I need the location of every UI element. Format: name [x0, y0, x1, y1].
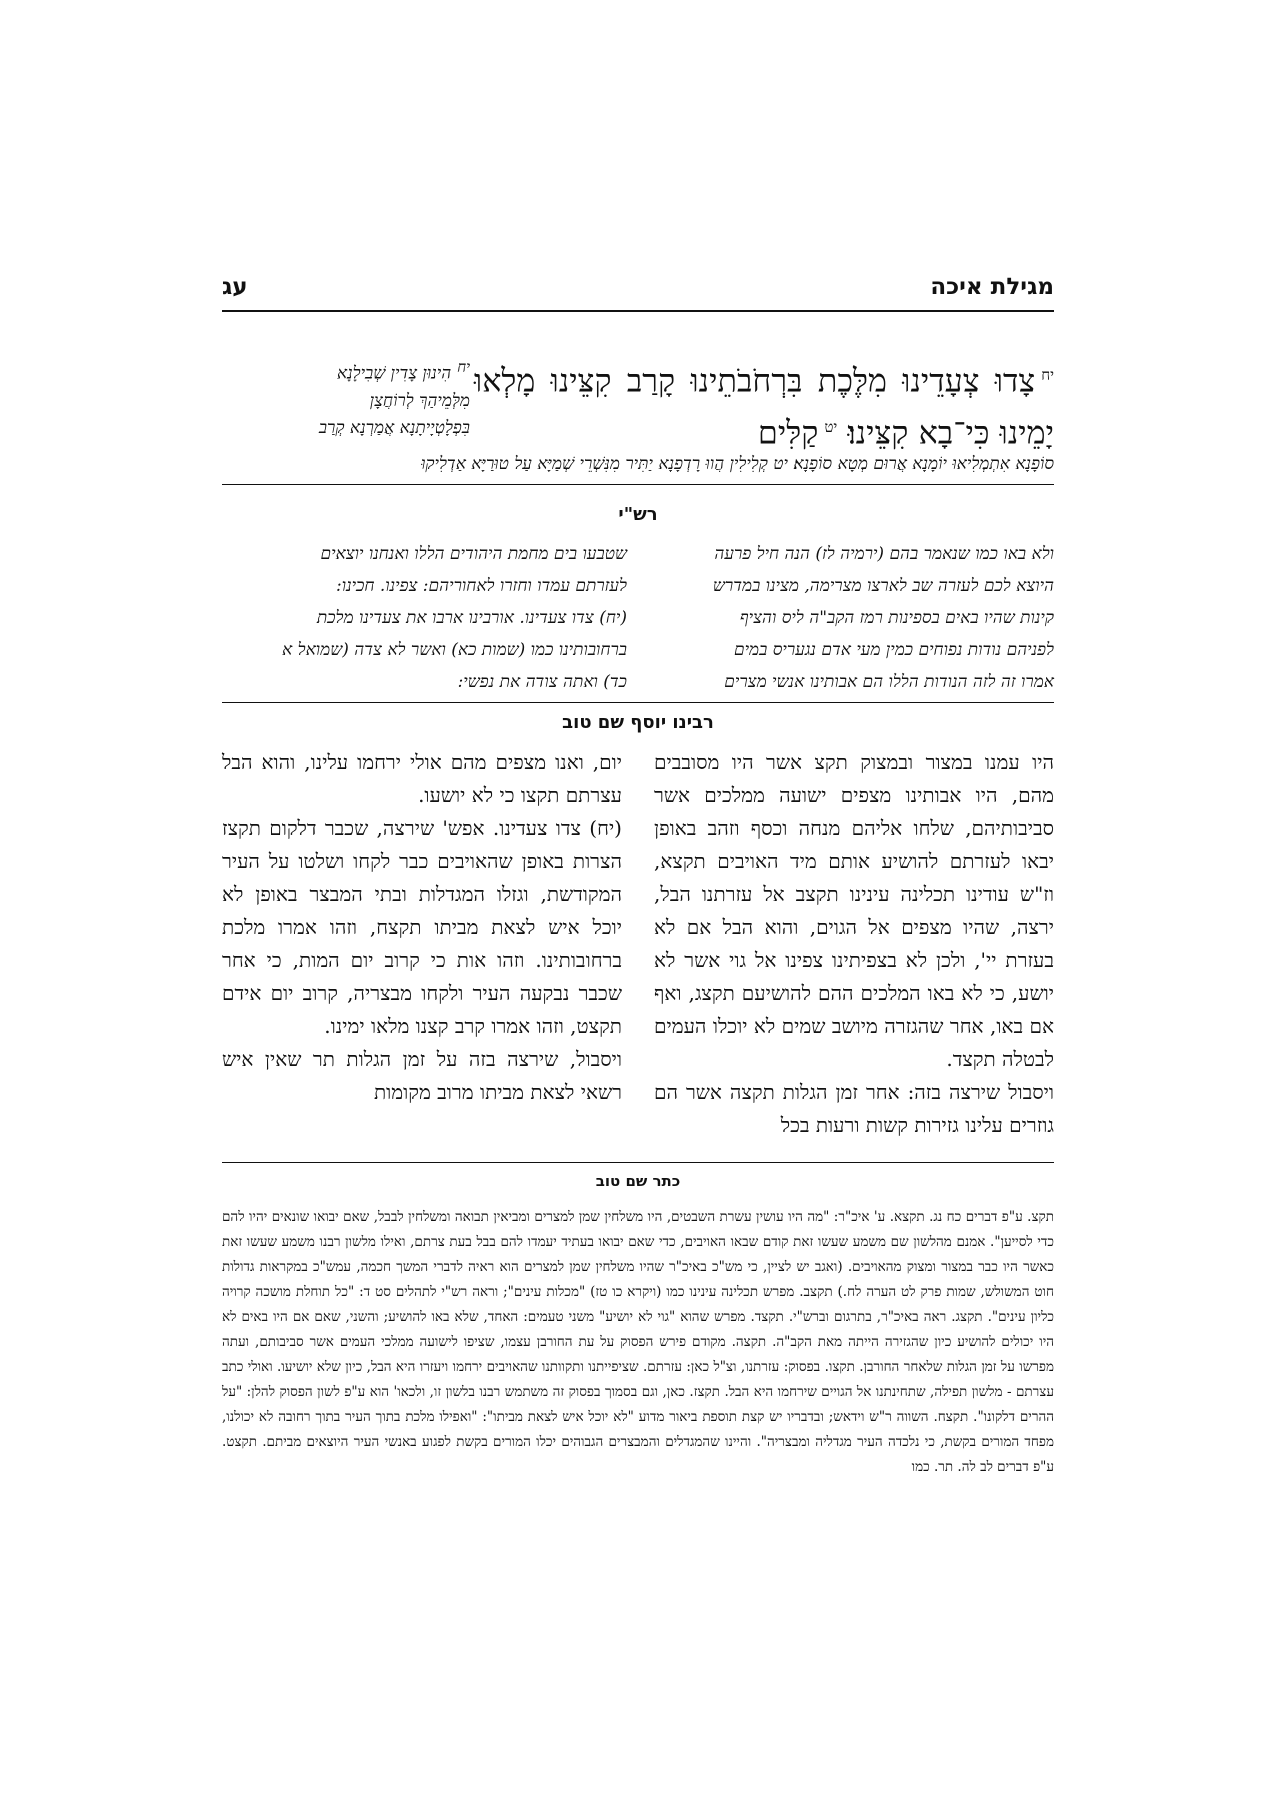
rashi-line: היוצא לכם לעזרה שב לארצו מצרימה, מצינו במדרש [712, 576, 1054, 596]
rashi-right-column [649, 538, 1054, 698]
commentary-paragraph: (יח) צדו צעדינו. אפש' שירצה, שכבר דלקום תקצז הצרות באופן שהאויבים כבר לקחו ושלטו על העיר המקודשת, וגזלו המגדלות ובתי המבצר באופן לא יוכל איש לצאת מביתו תקצח, וזהו אמרו מלכת ברחובותינו. וזהו אות כי קרוב יום המות, כי אחר שכבר נבקעה העיר ולקחו מבצריה, קרוב יום אידם תקצט, וזהו אמרו קרב קצנו מלאו ימינו. [222, 816, 622, 1038]
commentary-title: רבינו יוסף שם טוב [562, 712, 714, 733]
rashi-line: אמרו זה לזה הנודות הללו הם אבותינו אנשי מצרים [724, 672, 1054, 692]
verse-number-19: יט [824, 417, 838, 436]
header-rule [222, 310, 1054, 312]
rashi-line: ברחובותינו כמו (שמות כא) ואשר לא צדה (שמואל א [282, 640, 627, 660]
rashi-line: ולא באו כמו שנאמר בהם (ירמיה לז) הנה חיל פרעה [714, 544, 1054, 564]
rashi-rule [222, 702, 1054, 703]
rashi-title: רש"י [618, 504, 658, 525]
commentary-paragraph: יום, ואנו מצפים מהם אולי ירחמו עלינו, והוא הבל עצרתם תקצו כי לא יושעו. [222, 750, 622, 807]
targum-line-1: הִינוּן צָדִין שְׁבִילָנָא [336, 363, 452, 384]
rashi-line: לעזרתם עמדו וחזרו לאחוריהם: צפינו. חכינו: [336, 576, 627, 596]
running-header [222, 274, 1054, 308]
targum-continuation: סוֹפָנָא אִתְמְלִיאוּ יוֹמָנָא אֲרוּם מְטָא סוֹפָנָא׃ יט קְלִילִין הֲווּ רָדְפָנָא יַתִּיר מִנִּשְׁרֵי שְׁמַיָּא עַל טוּרַיָּא אַדְלִיקוּ [421, 454, 1054, 474]
rashi-line: כד) ואתה צודה את נפשי: [457, 672, 627, 692]
commentary-paragraph: ויסבול, שירצה בזה על זמן הגלות תר שאין איש רשאי לצאת מביתו מרוב מקומות [222, 1047, 622, 1104]
rashi-line: (יח) צדו צעדינו. אורבינו ארבו את צעדינו מלכת [316, 608, 627, 628]
targum-line-3: בִּפְלָטְיָיתָנָא אֲמַרְנָא קְרַב [318, 417, 470, 438]
commentary-paragraph: ויסבול שירצה בזה: אחר זמן הגלות תקצה אשר הם גוזרים עלינו גזירות קשות ורעות בכל [654, 1080, 1054, 1137]
verse-text-19: קַלִּים [757, 413, 819, 452]
verse-text-18: צָדוּ צְעָדֵינוּ מִלֶּכֶת בִּרְחֹבֹתֵינוּ קָרַב קִצֵּינוּ מָלְאוּ יָמֵינוּ כִּי־בָא קִצֵּינוּ׃ [474, 361, 1054, 452]
targum-number: יח [457, 358, 470, 376]
page-number: עג [222, 274, 248, 300]
commentary-paragraph: היו עמנו במצור ובמצוק תקצ אשר היו מסובבים מהם, היו אבותינו מצפים ישועה ממלכים אשר סביבותיהם, שלחו אליהם מנחה וכסף וזהב באופן יבאו לעזרתם להושיע אותם מיד האויבים תקצא, וז"ש עודינו תכלינה עינינו תקצב אל עזרתנו הבל, ירצה, שהיו מצפים אל הגוים, והוא הבל אם לא בעזרת יי', ולכן לא בצפיתינו צפינו אל גוי אשר לא יושע, כי לא באו המלכים ההם להושיעם תקצג, ואף אם באו, אחר שהגזרה מיושב שמים לא יוכלו העמים לבטלה תקצד. [654, 750, 1054, 1071]
verse-number-18: יח [1041, 366, 1054, 384]
footnotes-title: כתר שם טוב [595, 1172, 681, 1190]
rashi-line: שטבעו בים מחמת היהודים הללו ואנחנו יוצאים [320, 544, 627, 564]
rashi-line: קינות שהיו באים בספינות רמז הקב"ה ליס והציף [739, 608, 1054, 628]
commentary-right-column [654, 746, 1054, 1142]
rashi-line: לפניהם נודות נפוחים כמין מעי אדם נגעריס במים [733, 640, 1054, 660]
targum-rule [222, 484, 1054, 485]
commentary-left-column [222, 746, 622, 1109]
targum-block [222, 354, 470, 442]
footnotes-text: תקצ. ע"פ דברים כח נג. תקצא. ע' איכ"ר: "מה היו עושין עשרת השבטים, היו משלחין שמן למצרים ומביאין תבואה ומשלחין לבבל, שאם יבואו שונאים יהיו להם כדי לסייען". אמנם מהלשון שם משמע שעשו זאת קודם שבאו האויבים, כדי שאם יבואו בעתיד יעמדו להם בבל בעת צרתם, ואילו מלשון רבנו משמע שעשו זאת כאשר היו כבר במצור ומצוק מהאויבים. (ואגב יש לציין, כי מש"כ באיכ"ר שהיו משלחין שמן למצרים הוא ראיה לדברי המשך חכמה, עמש"כ במקראות גדולות חוט המשולש, שמות פרק לט הערה לח.) תקצב. מפרש תכלינה עינינו כמו (ויקרא כו טז) "מכלות עינים"; וראה רש"י לתהלים סט ד: "כל תוחלת מושכה קרויה כליון עינים". תקצג. ראה באיכ"ר, בתרגום וברש"י. תקצד. מפרש שהוא "גוי לא יושיע" משני טעמים: האחד, שלא באו להושיע; והשני, שאם אם היו באים לא היו יכולים להושיע כיון שהגזירה הייתה מאת הקב"ה. תקצה. מקודם פירש הפסוק על עת החורבן עצמו, שציפו לישועה ממלכי העמים אשר סביבותם, ועתה מפרשו על זמן הגלות שלאחר החורבן. תקצו. בפסוק: עזרתנו, וצ"ל כאן: עזרתם. שציפייתנו ותקוותנו שהאויבים ירחמו ויעזרו היא הבל, כיון שלא יושיעו. ואולי כתב עצרתם - מלשון תפילה, שתחינתנו אל הגויים שירחמו היא הבל. תקצז. כאן, וגם בסמוך בפסוק זה משתמש רבנו בלשון זו, ולכאו' הוא ע"פ לשון הפסוק להלן: "על ההרים דלקונו". תקצח. השווה ר"ש וידאש; ובדבריו יש קצת תוספת ביאור מדוע "לא יוכל איש לצאת מביתו": "ואפילו מלכת בתוך העיר בתוך רחובה לא יכולנו, מפחד המורים בקשת, כי נלכדה העיר מגדליה ומבצריה". והיינו שהמגדלים והמבצרים הגבוהים יכלו המורים בקשת לפגוע באנשי העיר היוצאים מביתם. תקצט. ע"פ דברים לב לה. תר. כמו [222, 1209, 1055, 1475]
footnotes-rule [222, 1162, 1054, 1163]
verse-block [474, 352, 1054, 455]
targum-line-2: מִלְּמֵיהַךְ לְרוֹחֲצָן [369, 390, 470, 411]
book-title: מגילת איכה [930, 274, 1054, 300]
rashi-left-column [222, 538, 627, 698]
